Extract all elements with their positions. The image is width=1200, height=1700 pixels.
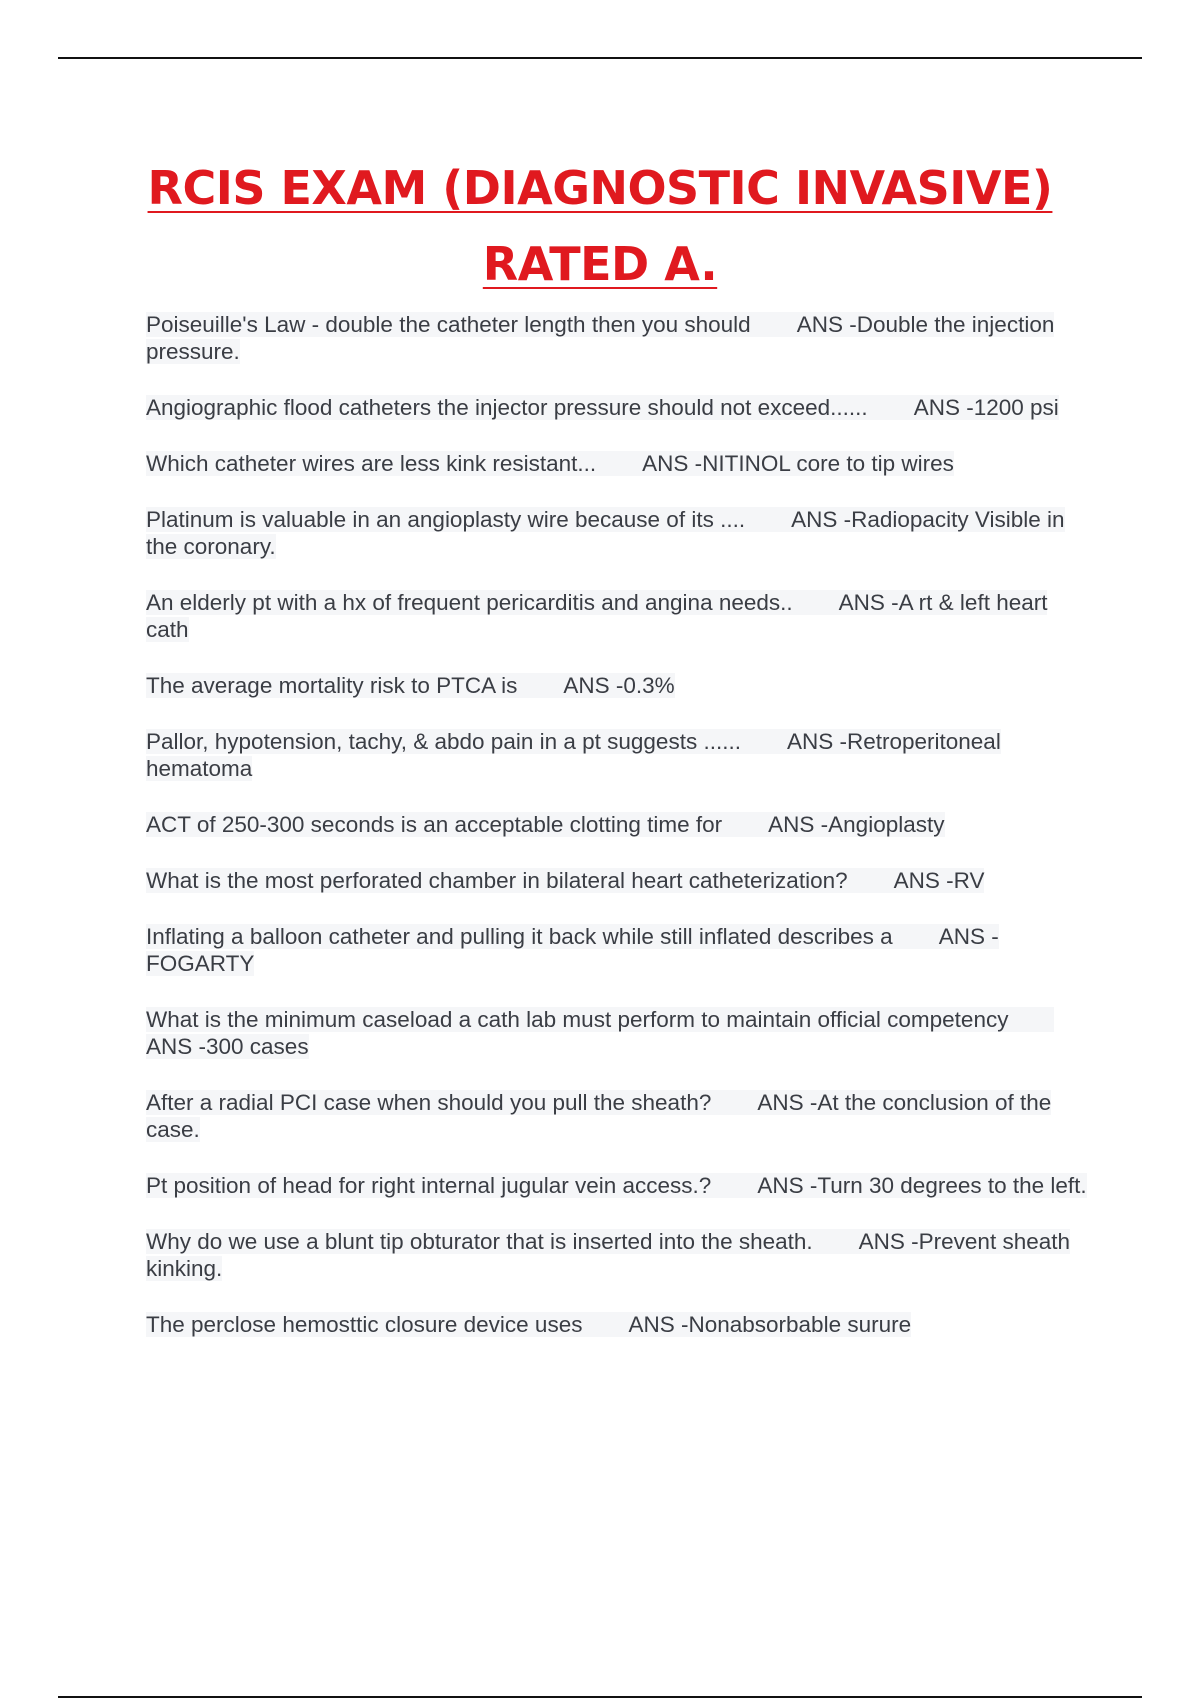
qa-item: [146, 1089, 1096, 1143]
qa-text: [146, 1007, 1054, 1059]
top-rule: [58, 57, 1142, 59]
qa-text: [146, 812, 945, 837]
qa-list: [146, 311, 1096, 1367]
question-text: The average mortality risk to PTCA is: [146, 673, 518, 698]
qa-item: [146, 811, 1096, 838]
answer-text: ANS -0.3%: [563, 673, 675, 698]
qa-item: [146, 450, 1096, 477]
question-text: Why do we use a blunt tip obturator that is inserted into the sheath.: [146, 1229, 813, 1254]
answer-text: ANS -Nonabsorbable surure: [628, 1312, 912, 1337]
answer-text: ANS -At the conclusion of the case.: [146, 1090, 1052, 1142]
title-line-2: RATED A.: [482, 237, 718, 291]
answer-text: ANS -FOGARTY: [146, 924, 999, 976]
qa-text: [146, 1173, 1087, 1198]
qa-text: [146, 1312, 911, 1337]
qa-item: [146, 311, 1096, 365]
qa-text: [146, 1090, 1051, 1142]
answer-text: ANS -1200 psi: [913, 395, 1059, 420]
qa-item: [146, 1172, 1096, 1199]
qa-text: [146, 312, 1054, 364]
qa-item: [146, 1006, 1096, 1060]
qa-text: [146, 924, 999, 976]
question-text: After a radial PCI case when should you pull the sheath?: [146, 1090, 712, 1115]
question-text: Angiographic flood catheters the injector pressure should not exceed......: [146, 395, 868, 420]
bottom-rule: [58, 1696, 1142, 1698]
qa-item: [146, 394, 1096, 421]
qa-item: [146, 867, 1096, 894]
qa-text: [146, 868, 984, 893]
question-text: ACT of 250-300 seconds is an acceptable clotting time for: [146, 812, 723, 837]
qa-text: [146, 395, 1059, 420]
question-text: What is the most perforated chamber in bilateral heart catheterization?: [146, 868, 848, 893]
qa-item: [146, 728, 1096, 782]
qa-text: [146, 590, 1047, 642]
answer-text: ANS -Turn 30 degrees to the left.: [757, 1173, 1087, 1198]
qa-text: [146, 673, 675, 698]
answer-text: ANS -NITINOL core to tip wires: [642, 451, 954, 476]
answer-text: ANS -Angioplasty: [768, 812, 945, 837]
question-text: Poiseuille's Law - double the catheter length then you should: [146, 312, 751, 337]
qa-text: [146, 729, 1001, 781]
qa-item: [146, 506, 1096, 560]
question-text: Pallor, hypotension, tachy, & abdo pain in a pt suggests ......: [146, 729, 741, 754]
qa-text: [146, 507, 1065, 559]
title-line-1: RCIS EXAM (DIAGNOSTIC INVASIVE): [147, 161, 1053, 215]
qa-text: [146, 1229, 1070, 1281]
question-text: An elderly pt with a hx of frequent pericarditis and angina needs..: [146, 590, 793, 615]
answer-text: ANS -Radiopacity Visible in the coronary.: [146, 507, 1065, 559]
question-text: Pt position of head for right internal jugular vein access.?: [146, 1173, 712, 1198]
answer-text: ANS -Prevent sheath kinking.: [146, 1229, 1070, 1281]
qa-item: [146, 672, 1096, 699]
qa-item: [146, 923, 1096, 977]
answer-text: ANS -Retroperitoneal hematoma: [146, 729, 1001, 781]
answer-text: ANS -RV: [893, 868, 985, 893]
answer-text: ANS -A rt & left heart cath: [146, 590, 1048, 642]
question-text: Platinum is valuable in an angioplasty wire because of its ....: [146, 507, 746, 532]
question-text: The perclose hemosttic closure device uses: [146, 1312, 583, 1337]
question-text: Which catheter wires are less kink resistant...: [146, 451, 597, 476]
qa-text: [146, 451, 954, 476]
question-text: What is the minimum caseload a cath lab must perform to maintain official competency: [146, 1007, 1009, 1032]
answer-text: ANS -300 cases: [146, 1034, 309, 1059]
qa-item: [146, 1311, 1096, 1338]
question-text: Inflating a balloon catheter and pulling it back while still inflated describes a: [146, 924, 893, 949]
document-title: [0, 150, 1200, 302]
answer-text: ANS -Double the injection pressure.: [146, 312, 1055, 364]
qa-item: [146, 1228, 1096, 1282]
qa-item: [146, 589, 1096, 643]
